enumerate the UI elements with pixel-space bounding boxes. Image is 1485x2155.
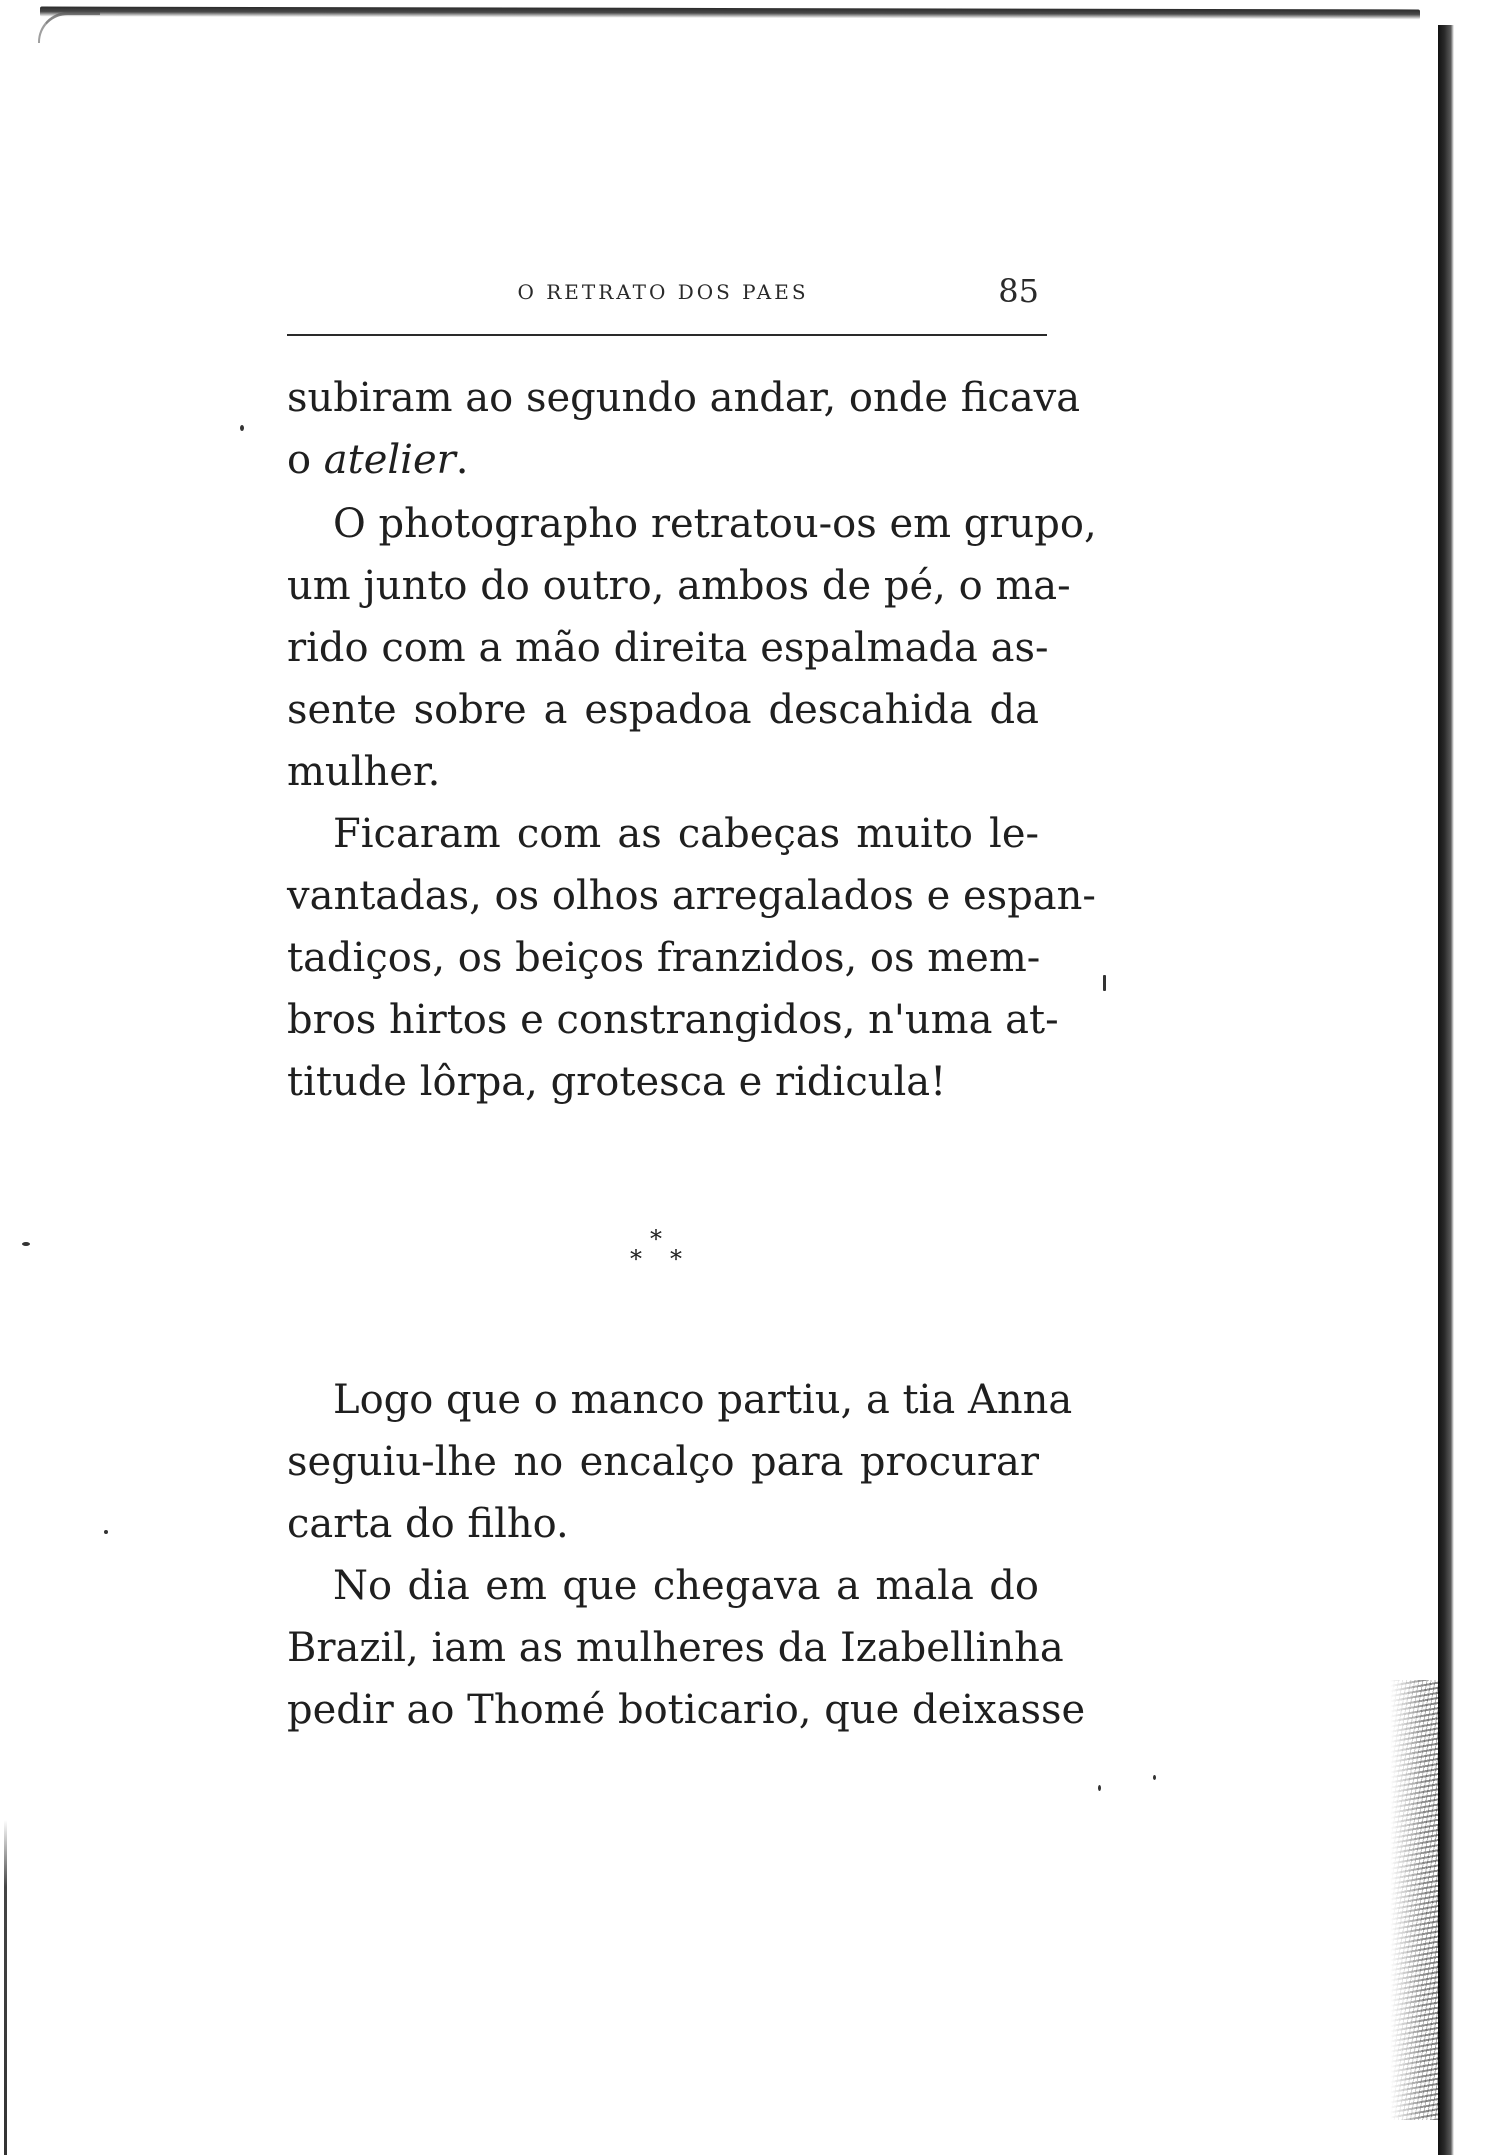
text-line bbox=[287, 429, 1039, 491]
text-line: bros hirtos e constrangidos, n'uma at- bbox=[287, 997, 1059, 1043]
text-line: Brazil, iam as mulheres da Izabellinha bbox=[287, 1625, 1064, 1671]
asterisk: * bbox=[630, 1245, 642, 1273]
section-break-asterism bbox=[620, 1225, 700, 1285]
paragraph bbox=[287, 803, 1096, 1113]
page-number: 85 bbox=[998, 272, 1039, 310]
text-line: mulher. bbox=[287, 749, 441, 795]
text-line: Logo que o manco partiu, a tia Anna bbox=[333, 1377, 1073, 1423]
text-line: rido com a mão direita espalmada as- bbox=[287, 625, 1049, 671]
text-fragment: . bbox=[455, 437, 469, 483]
text-line: titude lôrpa, grotesca e ridicula! bbox=[287, 1059, 947, 1105]
paragraph-continued bbox=[287, 367, 1081, 491]
italic-word: atelier bbox=[323, 437, 456, 483]
asterisk: * bbox=[650, 1225, 662, 1253]
text-line: pedir ao Thomé boticario, que deixasse bbox=[287, 1687, 1086, 1733]
text-line: vantadas, os olhos arregalados e espan- bbox=[287, 873, 1096, 919]
text-line: carta do filho. bbox=[287, 1501, 569, 1547]
running-header bbox=[287, 268, 1039, 328]
text-fragment: o bbox=[287, 437, 324, 483]
running-title: O RETRATO DOS PAES bbox=[517, 280, 809, 304]
text-line: subiram ao segundo andar, onde ficava bbox=[287, 375, 1081, 421]
text-line: O photographo retratou-os em grupo, bbox=[333, 501, 1097, 547]
asterisk: * bbox=[670, 1245, 682, 1273]
paragraph bbox=[287, 493, 1097, 803]
paragraph bbox=[287, 1555, 1086, 1741]
text-line: tadiços, os beiços franzidos, os mem- bbox=[287, 935, 1041, 981]
text-line: seguiu-lhe no encalço para procurar bbox=[287, 1439, 1039, 1485]
text-line: um junto do outro, ambos de pé, o ma- bbox=[287, 563, 1071, 609]
paragraph bbox=[287, 1369, 1073, 1555]
text-line: Ficaram com as cabeças muito le- bbox=[333, 811, 1039, 857]
header-rule bbox=[287, 334, 1047, 336]
text-line: No dia em que chegava a mala do bbox=[333, 1563, 1039, 1609]
text-line: sente sobre a espadoa descahida da bbox=[287, 687, 1039, 733]
